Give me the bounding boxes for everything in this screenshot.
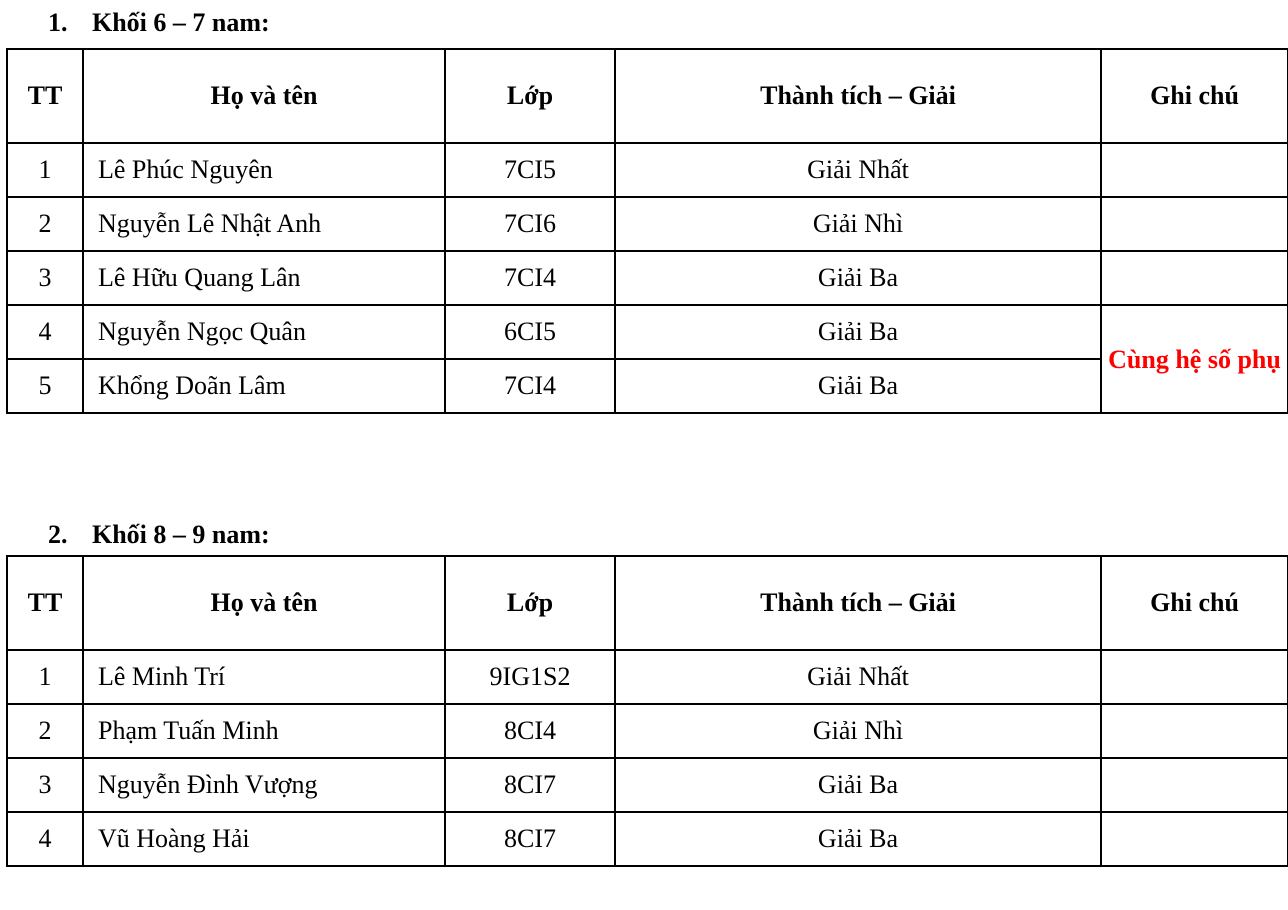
cell-tt: 2 <box>7 704 83 758</box>
cell-award: Giải Ba <box>615 812 1101 866</box>
section-2-heading <box>48 520 270 550</box>
table-row <box>7 650 1288 704</box>
cell-award: Giải Nhì <box>615 704 1101 758</box>
table-row <box>7 197 1288 251</box>
cell-name: Lê Phúc Nguyên <box>83 143 445 197</box>
cell-note <box>1101 758 1288 812</box>
header-tt: TT <box>7 556 83 650</box>
table-row <box>7 758 1288 812</box>
header-note: Ghi chú <box>1101 556 1288 650</box>
cell-award: Giải Nhì <box>615 197 1101 251</box>
header-class: Lớp <box>445 49 615 143</box>
header-name: Họ và tên <box>83 49 445 143</box>
section-1-number: 1. <box>48 8 68 37</box>
cell-tt: 1 <box>7 143 83 197</box>
cell-name: Khổng Doãn Lâm <box>83 359 445 413</box>
table-header-row <box>7 49 1288 143</box>
cell-note <box>1101 143 1288 197</box>
table-header-row <box>7 556 1288 650</box>
cell-award: Giải Ba <box>615 359 1101 413</box>
cell-name: Nguyễn Đình Vượng <box>83 758 445 812</box>
cell-award: Giải Ba <box>615 758 1101 812</box>
cell-class: 8CI7 <box>445 812 615 866</box>
table-row <box>7 251 1288 305</box>
section-1-title: Khối 6 – 7 nam: <box>92 8 270 37</box>
section-1-heading <box>48 8 270 38</box>
cell-class: 7CI4 <box>445 251 615 305</box>
section-2-table <box>6 555 1288 867</box>
cell-note <box>1101 197 1288 251</box>
table-row <box>7 359 1288 413</box>
cell-class: 8CI7 <box>445 758 615 812</box>
cell-name: Nguyễn Lê Nhật Anh <box>83 197 445 251</box>
section-2-number: 2. <box>48 520 68 549</box>
cell-tt: 4 <box>7 305 83 359</box>
merged-note-text: Cùng hệ số phụ <box>1108 344 1281 374</box>
cell-tt: 3 <box>7 251 83 305</box>
table-row <box>7 143 1288 197</box>
cell-award: Giải Nhất <box>615 143 1101 197</box>
table-row <box>7 812 1288 866</box>
cell-class: 7CI6 <box>445 197 615 251</box>
cell-class: 7CI5 <box>445 143 615 197</box>
table-row <box>7 305 1288 359</box>
cell-name: Vũ Hoàng Hải <box>83 812 445 866</box>
cell-name: Lê Minh Trí <box>83 650 445 704</box>
cell-tt: 3 <box>7 758 83 812</box>
cell-name: Lê Hữu Quang Lân <box>83 251 445 305</box>
header-note: Ghi chú <box>1101 49 1288 143</box>
cell-note <box>1101 650 1288 704</box>
cell-name: Nguyễn Ngọc Quân <box>83 305 445 359</box>
header-name: Họ và tên <box>83 556 445 650</box>
cell-tt: 5 <box>7 359 83 413</box>
header-award: Thành tích – Giải <box>615 49 1101 143</box>
cell-class: 6CI5 <box>445 305 615 359</box>
cell-tt: 4 <box>7 812 83 866</box>
section-2-title: Khối 8 – 9 nam: <box>92 520 270 549</box>
header-award: Thành tích – Giải <box>615 556 1101 650</box>
cell-tt: 2 <box>7 197 83 251</box>
cell-class: 7CI4 <box>445 359 615 413</box>
cell-note <box>1101 704 1288 758</box>
merged-note-cell <box>1101 305 1288 413</box>
table-row <box>7 704 1288 758</box>
cell-note <box>1101 812 1288 866</box>
cell-class: 8CI4 <box>445 704 615 758</box>
cell-award: Giải Ba <box>615 251 1101 305</box>
cell-class: 9IG1S2 <box>445 650 615 704</box>
section-1-table <box>6 48 1288 414</box>
cell-award: Giải Ba <box>615 305 1101 359</box>
header-tt: TT <box>7 49 83 143</box>
cell-note <box>1101 251 1288 305</box>
cell-award: Giải Nhất <box>615 650 1101 704</box>
header-class: Lớp <box>445 556 615 650</box>
cell-name: Phạm Tuấn Minh <box>83 704 445 758</box>
cell-tt: 1 <box>7 650 83 704</box>
